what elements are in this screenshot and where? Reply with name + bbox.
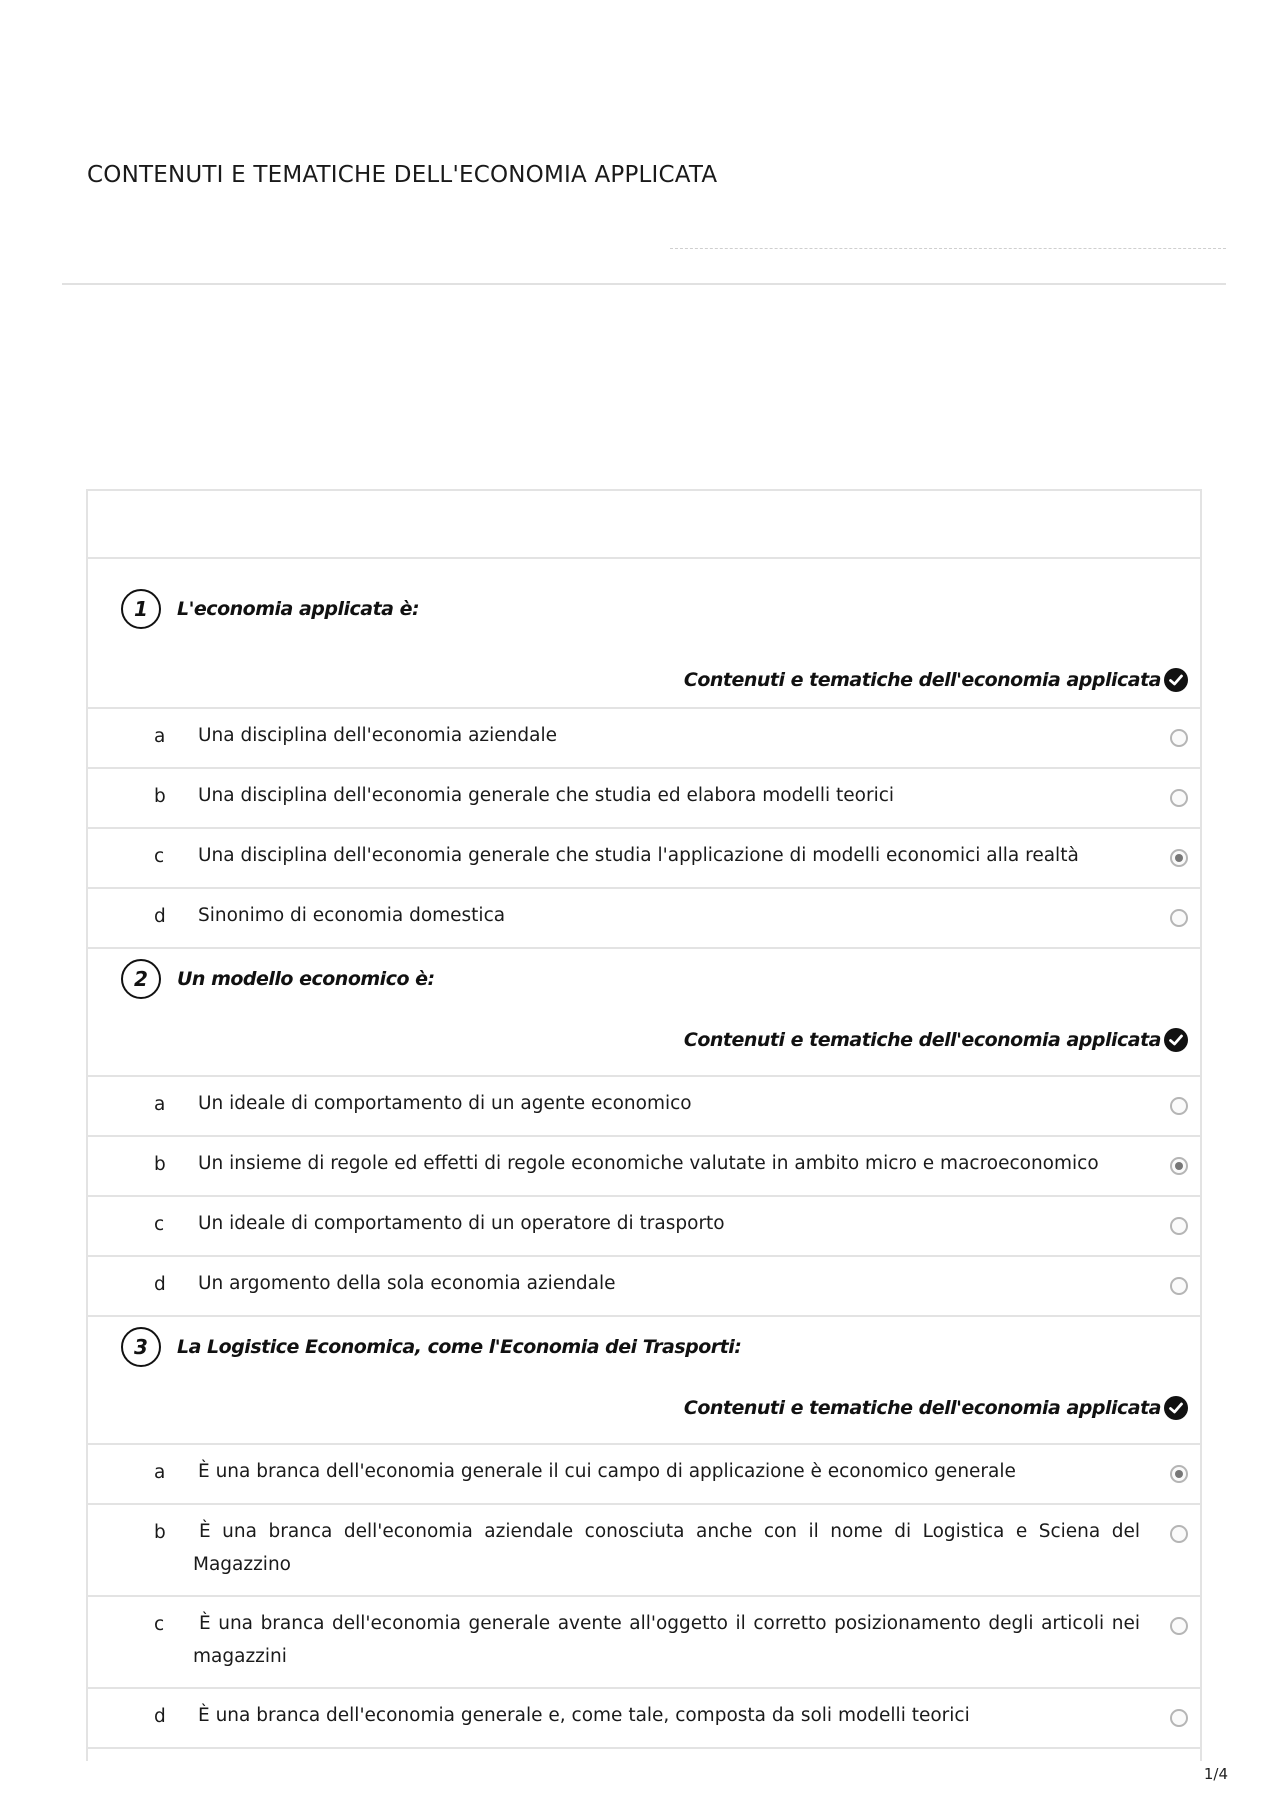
header-rule	[62, 283, 1226, 285]
answer-radio[interactable]	[1170, 1525, 1188, 1543]
check-circle-icon	[1164, 668, 1188, 692]
answer-text: Sinonimo di economia domestica	[198, 905, 506, 926]
answer-letter: b	[154, 1154, 166, 1175]
answer-letter: b	[154, 786, 166, 807]
check-circle-icon	[1164, 1028, 1188, 1052]
answer-letter: d	[154, 1274, 166, 1295]
answer-letter: a	[154, 726, 166, 747]
answer-text: È una branca dell'economia generale e, come tale, composta da soli modelli teorici	[198, 1705, 970, 1726]
question-text: L'economia applicata è:	[177, 598, 420, 620]
page-number: 1/4	[1203, 1765, 1228, 1783]
question-header	[88, 1317, 1200, 1445]
answer-radio[interactable]	[1170, 789, 1188, 807]
answer-text: Un insieme di regole ed effetti di regole economiche valutate in ambito micro e macroeconomico	[198, 1153, 1099, 1174]
check-circle-icon	[1164, 1396, 1188, 1420]
answer-radio-selected[interactable]	[1170, 1465, 1188, 1483]
question-header	[88, 949, 1200, 1077]
answer-radio-selected[interactable]	[1170, 1157, 1188, 1175]
answer-letter: a	[154, 1462, 166, 1483]
answer-row[interactable]	[88, 1597, 1200, 1689]
answer-row[interactable]	[88, 1445, 1200, 1505]
answer-row[interactable]	[88, 1689, 1200, 1749]
question-number-badge: 3	[121, 1327, 161, 1367]
answer-letter: a	[154, 1094, 166, 1115]
topic-label: Contenuti e tematiche dell'economia applicata	[683, 1397, 1161, 1419]
answer-letter: c	[154, 1214, 165, 1235]
answer-row[interactable]	[88, 1197, 1200, 1257]
answer-radio[interactable]	[1170, 1097, 1188, 1115]
document-title: CONTENUTI E TEMATICHE DELL'ECONOMIA APPLICATA	[87, 162, 718, 188]
answer-row[interactable]	[88, 1257, 1200, 1317]
answer-text: Una disciplina dell'economia aziendale	[198, 725, 557, 746]
answer-row[interactable]	[88, 1077, 1200, 1137]
answer-radio[interactable]	[1170, 1277, 1188, 1295]
answer-letter: c	[154, 846, 165, 867]
answer-text: Un ideale di comportamento di un operatore di trasporto	[198, 1213, 725, 1234]
quiz-container	[86, 489, 1202, 1761]
topic-label: Contenuti e tematiche dell'economia applicata	[683, 1029, 1161, 1051]
answer-row[interactable]	[88, 1505, 1200, 1597]
answer-text: È una branca dell'economia generale il cui campo di applicazione è economico generale	[198, 1461, 1016, 1482]
answer-text: È una branca dell'economia aziendale conosciuta anche con il nome di Logistica e Sciena del Magazzino	[193, 1521, 1140, 1575]
answer-radio[interactable]	[1170, 1709, 1188, 1727]
question-text: Un modello economico è:	[177, 968, 435, 990]
answer-row[interactable]	[88, 829, 1200, 889]
answer-row[interactable]	[88, 709, 1200, 769]
answer-radio[interactable]	[1170, 1217, 1188, 1235]
topic-label: Contenuti e tematiche dell'economia applicata	[683, 669, 1161, 691]
answer-radio[interactable]	[1170, 909, 1188, 927]
answer-letter: c	[154, 1614, 165, 1635]
answer-row[interactable]	[88, 769, 1200, 829]
answer-text: Una disciplina dell'economia generale che studia ed elabora modelli teorici	[198, 785, 895, 806]
quiz-empty-header	[88, 491, 1200, 559]
answer-row[interactable]	[88, 889, 1200, 949]
answer-letter: d	[154, 906, 166, 927]
answer-text: Una disciplina dell'economia generale che studia l'applicazione di modelli economici alla realtà	[198, 845, 1079, 866]
answer-row[interactable]	[88, 1137, 1200, 1197]
question-number-badge: 2	[121, 959, 161, 999]
question-header	[88, 559, 1200, 709]
answer-radio[interactable]	[1170, 729, 1188, 747]
answer-text: Un argomento della sola economia aziendale	[198, 1273, 616, 1294]
answer-text: È una branca dell'economia generale avente all'oggetto il corretto posizionamento degli articoli nei magazzini	[193, 1613, 1140, 1667]
dashed-divider	[670, 248, 1226, 249]
answer-text: Un ideale di comportamento di un agente economico	[198, 1093, 692, 1114]
answer-letter: d	[154, 1706, 166, 1727]
question-text: La Logistice Economica, come l'Economia dei Trasporti:	[177, 1336, 742, 1358]
answer-radio[interactable]	[1170, 1617, 1188, 1635]
answer-letter: b	[154, 1522, 166, 1543]
question-number-badge: 1	[121, 589, 161, 629]
answer-radio-selected[interactable]	[1170, 849, 1188, 867]
